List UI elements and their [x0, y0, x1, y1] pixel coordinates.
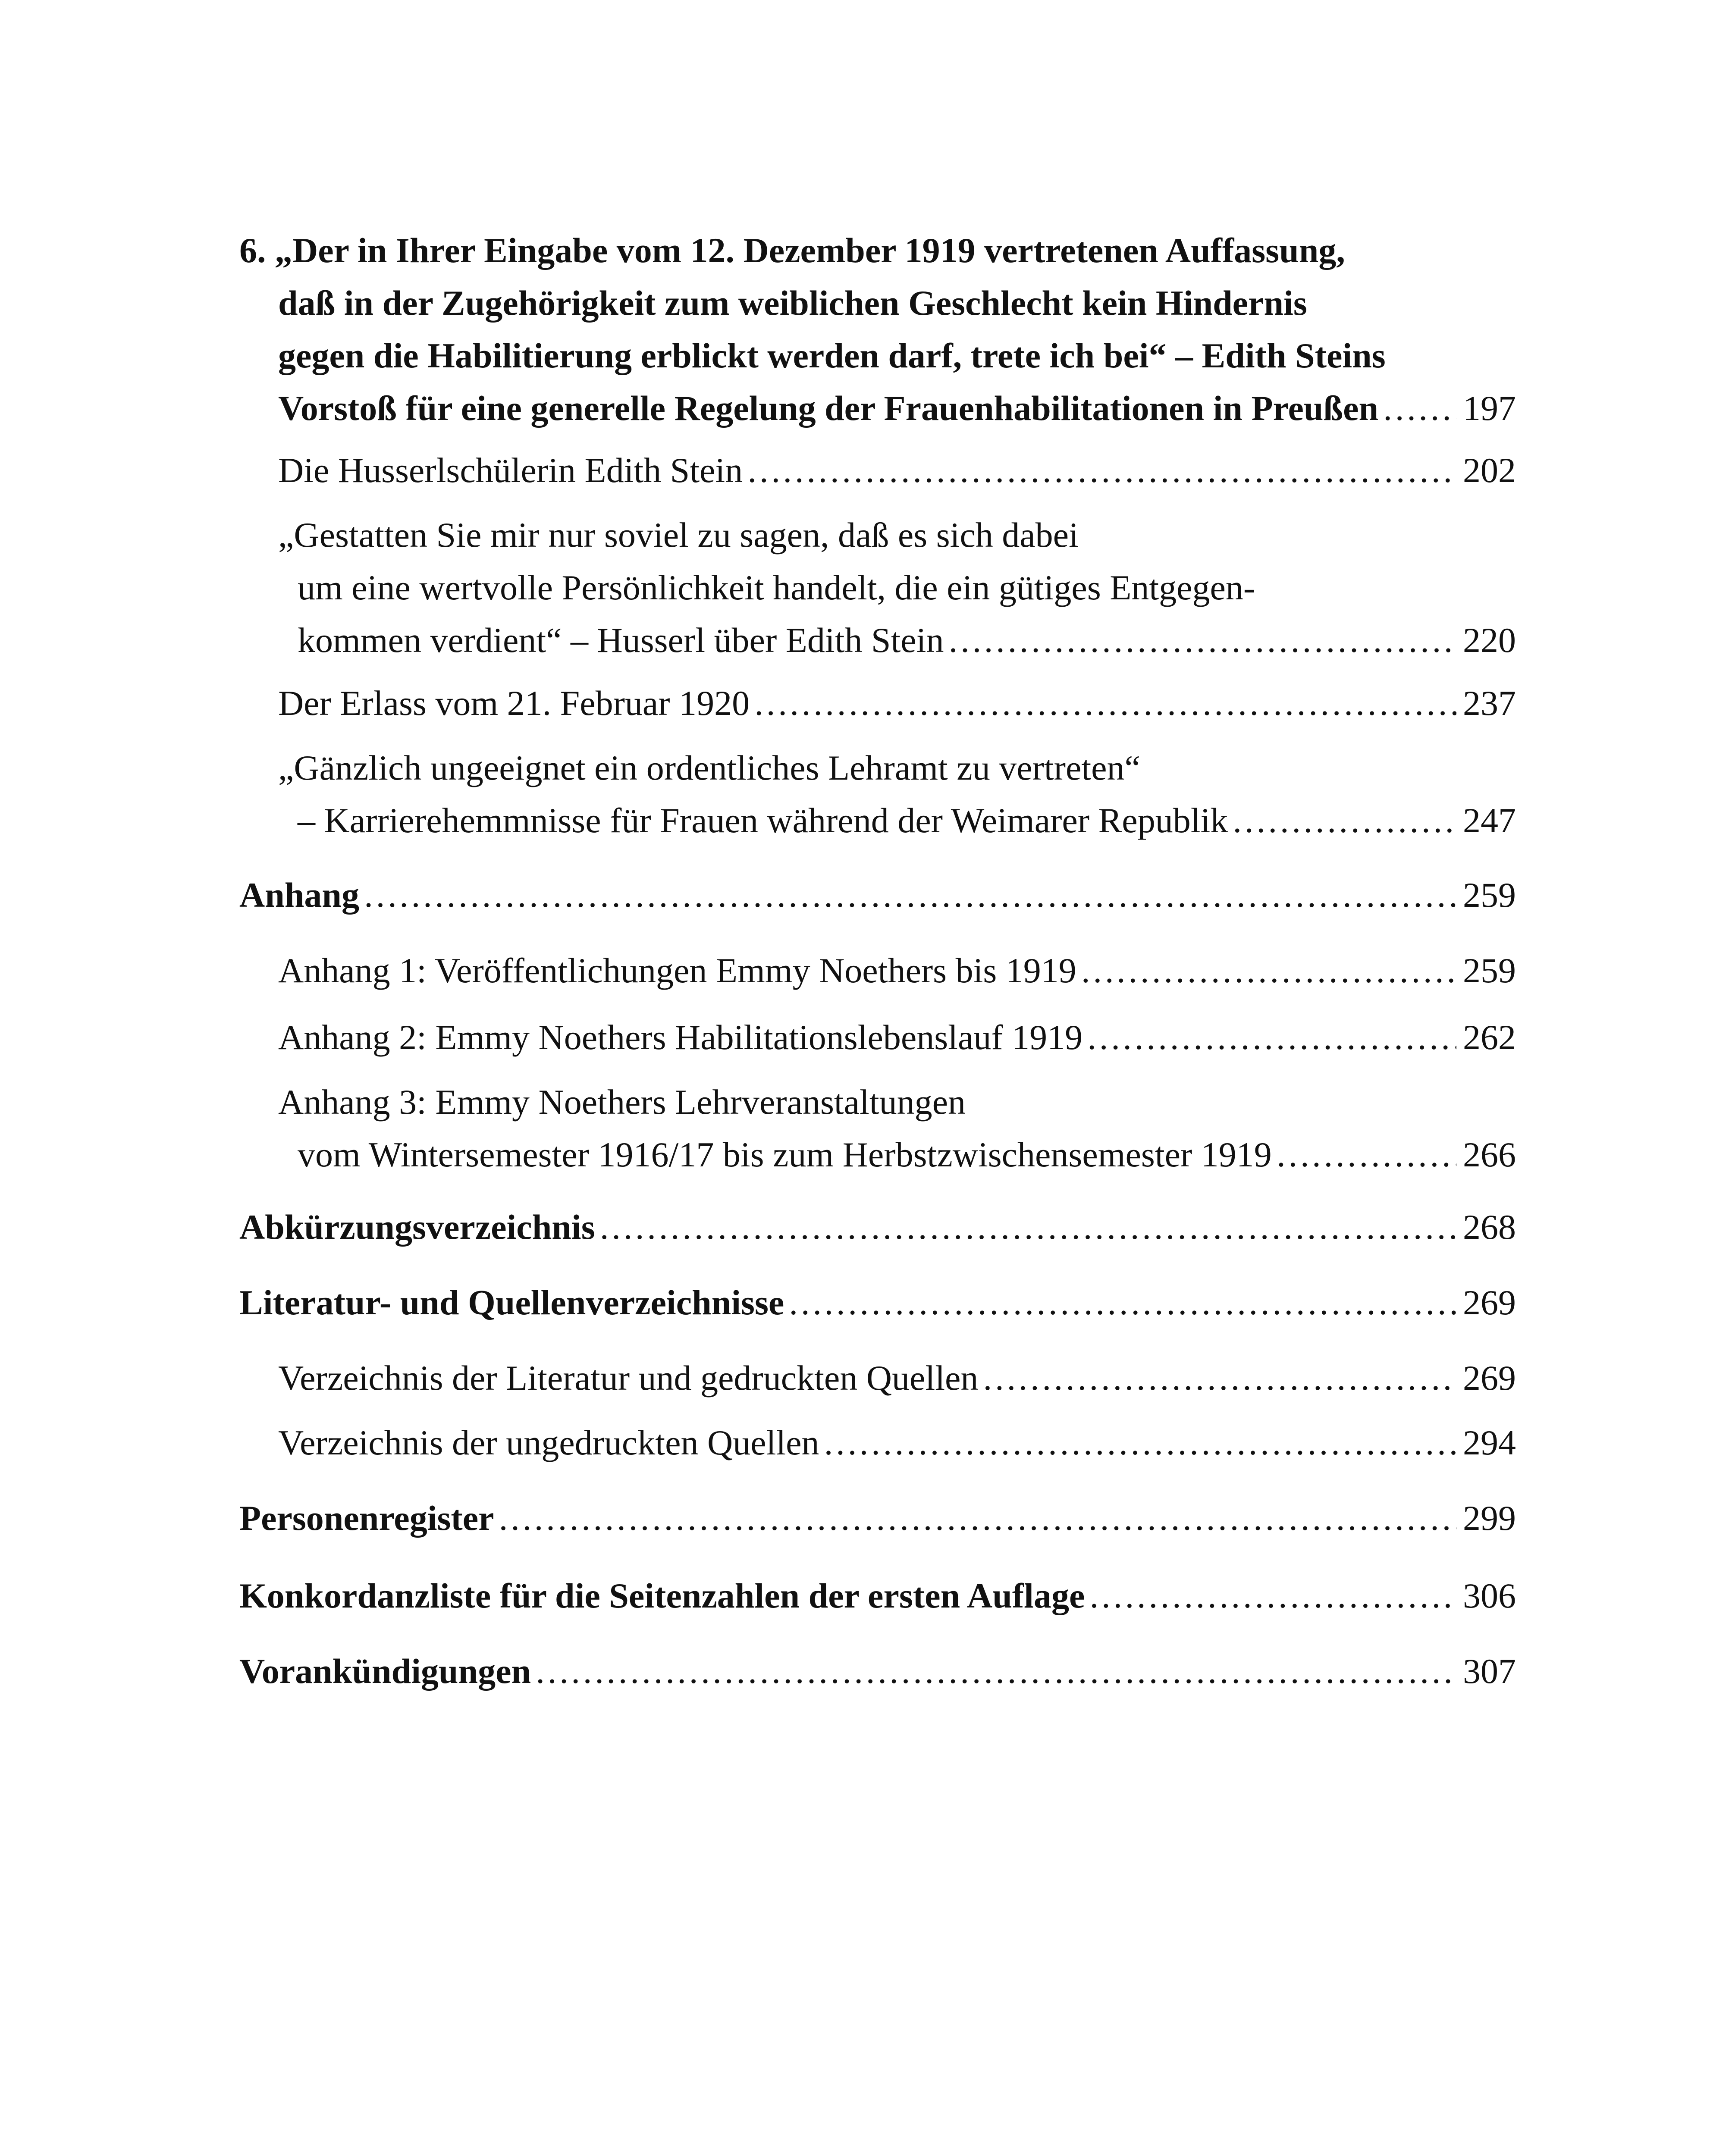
dot-leader — [982, 1352, 1456, 1404]
toc-entry-title: Vorankündigungen — [239, 1651, 531, 1691]
toc-entry-erlass — [278, 677, 1516, 730]
page-number: 306 — [1463, 1576, 1516, 1615]
dot-leader — [1080, 944, 1456, 997]
dot-leader — [1382, 382, 1456, 435]
toc-entry-title: Der Erlass vom 21. Februar 1920 — [278, 683, 750, 723]
toc-entry-leader-line — [278, 794, 1516, 847]
dot-leader — [363, 869, 1456, 921]
dot-leader — [746, 444, 1456, 497]
toc-entry-title: – Karrierehemmnisse für Frauen während der Weimarer Republik — [298, 801, 1228, 840]
toc-entry-anhang — [239, 869, 1516, 921]
dot-leader — [599, 1201, 1456, 1253]
toc-entry-title: Anhang — [239, 875, 360, 915]
toc-entry-text-line: daß in der Zugehörigkeit zum weiblichen Geschlecht kein Hindernis — [278, 283, 1307, 323]
toc-entry-title: Anhang 1: Veröffentlichungen Emmy Noethers bis 1919 — [278, 951, 1076, 990]
toc-entry-title: vom Wintersemester 1916/17 bis zum Herbstzwischensemester 1919 — [298, 1135, 1272, 1174]
toc-entry-title: Personenregister — [239, 1498, 494, 1538]
toc-entry-title: Literatur- und Quellenverzeichnisse — [239, 1283, 784, 1322]
page-number: 269 — [1463, 1358, 1516, 1398]
page-number: 269 — [1463, 1283, 1516, 1322]
toc-entry-gaenzlich — [278, 742, 1516, 847]
toc-entry-title: Verzeichnis der Literatur und gedruckten Quellen — [278, 1358, 979, 1398]
dot-leader — [823, 1416, 1456, 1469]
toc-entry-leader-line — [239, 1201, 1516, 1253]
dot-leader — [1231, 794, 1456, 847]
toc-entry-ungedruckte-quellen — [278, 1416, 1516, 1469]
toc-entry-personenregister — [239, 1492, 1516, 1545]
toc-entry-leader-line — [239, 1276, 1516, 1329]
toc-entry-anhang-1 — [278, 944, 1516, 997]
toc-entry-leader-line — [278, 444, 1516, 497]
page-number: 268 — [1463, 1207, 1516, 1247]
toc-entry-title: Anhang 2: Emmy Noethers Habilitationslebenslauf 1919 — [278, 1018, 1083, 1057]
toc-entry-leader-line — [278, 1128, 1516, 1181]
toc-entry-vorankuendigungen — [239, 1645, 1516, 1698]
page-number: 259 — [1463, 875, 1516, 915]
toc-entry-gestatten — [278, 509, 1516, 667]
dot-leader — [1275, 1128, 1456, 1181]
toc-entry-text-line: 6. „Der in Ihrer Eingabe vom 12. Dezember 1919 vertretenen Auffassung, — [239, 231, 1345, 270]
toc-entry-abkuerzungsverzeichnis — [239, 1201, 1516, 1253]
dot-leader — [1088, 1570, 1456, 1622]
toc-entry-title: kommen verdient“ – Husserl über Edith Stein — [298, 620, 944, 660]
page-number: 247 — [1463, 801, 1516, 840]
page-number: 294 — [1463, 1423, 1516, 1462]
toc-entry-title: Die Husserlschülerin Edith Stein — [278, 451, 743, 490]
toc-entry-leader-line — [278, 1011, 1516, 1064]
toc-entry-text-line: „Gestatten Sie mir nur soviel zu sagen, daß es sich dabei — [278, 515, 1079, 555]
toc-entry-konkordanzliste — [239, 1570, 1516, 1622]
toc-entry-leader-line — [278, 677, 1516, 730]
toc-entry-title: Vorstoß für eine generelle Regelung der Frauenhabilitationen in Preußen — [278, 389, 1379, 428]
dot-leader — [534, 1645, 1456, 1698]
dot-leader — [947, 614, 1456, 667]
page-number: 259 — [1463, 951, 1516, 990]
toc-entry-leader-line — [278, 1352, 1516, 1404]
page-number: 237 — [1463, 683, 1516, 723]
page-number: 262 — [1463, 1018, 1516, 1057]
toc-entry-leader-line — [278, 614, 1516, 667]
toc-entry-text-line: „Gänzlich ungeeignet ein ordentliches Lehramt zu vertreten“ — [278, 748, 1140, 787]
toc-entry-leader-line — [239, 869, 1516, 921]
toc-entry-anhang-2 — [278, 1011, 1516, 1064]
toc-entry-title: Verzeichnis der ungedruckten Quellen — [278, 1423, 819, 1462]
toc-entry-text-line: um eine wertvolle Persönlichkeit handelt, die ein gütiges Entgegen- — [298, 568, 1255, 607]
page-number: 307 — [1463, 1651, 1516, 1691]
toc-entry-leader-line — [278, 944, 1516, 997]
page-number: 197 — [1463, 389, 1516, 428]
dot-leader — [753, 677, 1456, 730]
toc-entry-leader-line — [239, 1570, 1516, 1622]
toc-entry-title: Konkordanzliste für die Seitenzahlen der ersten Auflage — [239, 1576, 1085, 1615]
toc-entry-text-line: gegen die Habilitierung erblickt werden darf, trete ich bei“ – Edith Steins — [278, 336, 1386, 375]
page-number: 299 — [1463, 1498, 1516, 1538]
page-number: 266 — [1463, 1135, 1516, 1174]
toc-entry-leader-line — [239, 1492, 1516, 1545]
toc-entry-leader-line — [239, 1645, 1516, 1698]
toc-entry-leader-line — [278, 1416, 1516, 1469]
toc-entry-anhang-3 — [278, 1076, 1516, 1181]
toc-entry-text-line: Anhang 3: Emmy Noethers Lehrveranstaltungen — [278, 1082, 966, 1122]
page-number: 202 — [1463, 451, 1516, 490]
toc-entry-chapter-6 — [239, 224, 1516, 435]
dot-leader — [788, 1276, 1456, 1329]
toc-entry-gedruckte-quellen — [278, 1352, 1516, 1404]
toc-entry-literaturverzeichnisse — [239, 1276, 1516, 1329]
toc-entry-title: Abkürzungsverzeichnis — [239, 1207, 595, 1247]
dot-leader — [498, 1492, 1457, 1545]
dot-leader — [1086, 1011, 1456, 1064]
toc-entry-leader-line — [239, 382, 1516, 435]
toc-entry-husserlschuelerin — [278, 444, 1516, 497]
page-number: 220 — [1463, 620, 1516, 660]
